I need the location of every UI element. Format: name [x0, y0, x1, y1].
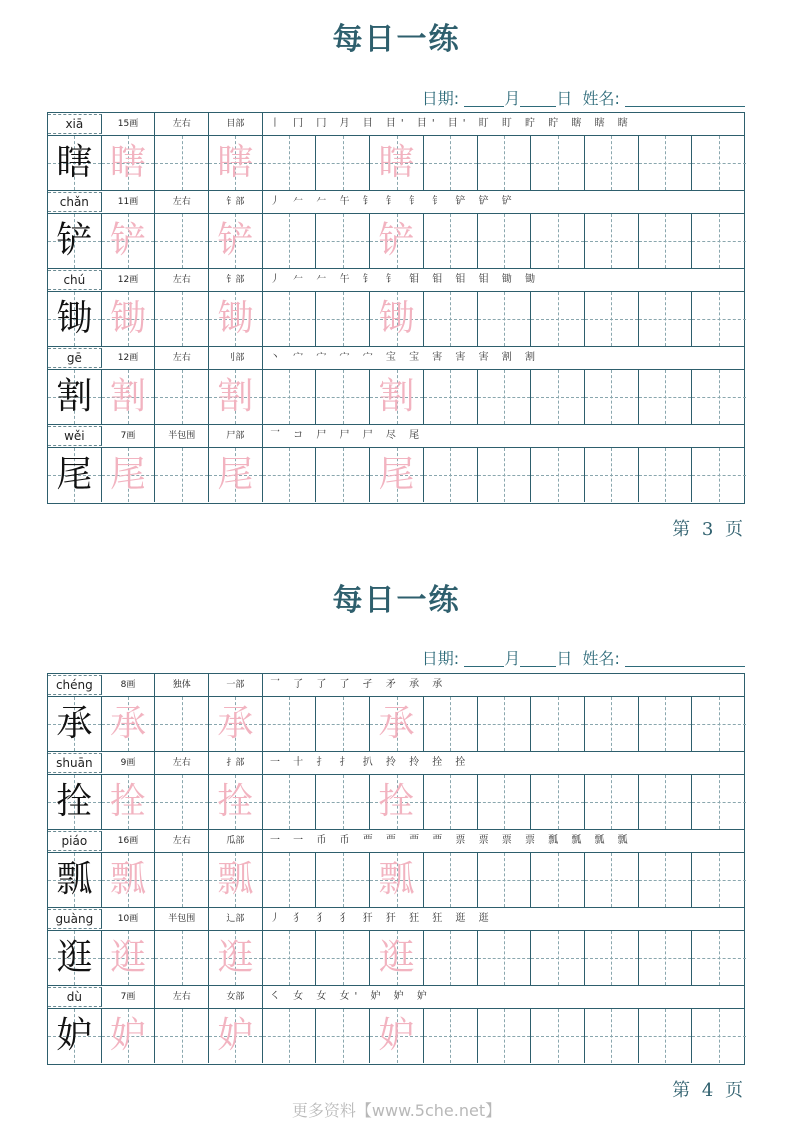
blank-practice-cell[interactable] [478, 1009, 532, 1063]
pinyin-cell: dù [48, 987, 102, 1007]
trace-character-cell[interactable] [102, 853, 156, 907]
character-entry [48, 425, 744, 503]
blank-practice-cell[interactable] [692, 214, 746, 268]
page-number: 第 4 页 [672, 1080, 743, 1101]
blank-practice-cell[interactable] [317, 136, 371, 190]
blank-practice-cell[interactable] [531, 1009, 585, 1063]
blank-practice-cell[interactable] [531, 136, 585, 190]
structure-cell: 左右 [155, 113, 209, 135]
radical-cell: 辶部 [209, 908, 263, 930]
stroke-count-cell: 16画 [102, 830, 156, 852]
stroke-count-cell: 10画 [102, 908, 156, 930]
structure-cell: 半包围 [155, 908, 209, 930]
trace-character: 锄 [378, 298, 415, 339]
blank-practice-cell[interactable] [155, 214, 209, 268]
blank-practice-cell[interactable] [263, 448, 317, 502]
stroke-order-sequence: 一 一 币 币 覀 覀 覀 覀 票 票 票 票 瓢 瓢 瓢 瓢 [270, 835, 633, 846]
blank-practice-cell[interactable] [155, 1009, 209, 1063]
structure-cell: 左右 [155, 191, 209, 213]
trace-character-cell[interactable] [370, 775, 424, 829]
blank-practice-cell[interactable] [155, 292, 209, 346]
trace-character: 尾 [110, 454, 147, 495]
writing-cells-row [48, 370, 744, 425]
blank-practice-cell[interactable] [531, 697, 585, 751]
date-name-line [422, 86, 745, 109]
blank-practice-cell[interactable] [585, 931, 639, 985]
blank-practice-cell[interactable] [155, 448, 209, 502]
blank-practice-cell[interactable] [424, 214, 478, 268]
blank-practice-cell[interactable] [585, 853, 639, 907]
entry-info-row [48, 347, 744, 370]
character-entry [48, 752, 744, 830]
trace-character: 铲 [217, 220, 254, 261]
trace-character: 割 [217, 376, 254, 417]
trace-character-cell[interactable] [209, 931, 263, 985]
blank-practice-cell[interactable] [317, 931, 371, 985]
trace-character-cell[interactable] [370, 214, 424, 268]
blank-practice-cell[interactable] [317, 292, 371, 346]
blank-practice-cell[interactable] [585, 697, 639, 751]
blank-practice-cell[interactable] [692, 1009, 746, 1063]
structure-cell: 左右 [155, 752, 209, 774]
blank-practice-cell[interactable] [639, 775, 693, 829]
trace-character: 逛 [110, 937, 147, 978]
radical-cell: 女部 [209, 986, 263, 1008]
month-blank[interactable] [464, 90, 504, 107]
stroke-order-sequence: 丿 犭 犭 犭 犴 犴 狂 狂 逛 逛 [270, 913, 494, 924]
trace-character-cell[interactable] [370, 853, 424, 907]
blank-practice-cell[interactable] [155, 853, 209, 907]
page-number: 第 3 页 [672, 519, 743, 540]
model-character-cell[interactable] [48, 853, 102, 907]
date-name-line [422, 646, 745, 669]
blank-practice-cell[interactable] [263, 214, 317, 268]
radical-cell: 目部 [209, 113, 263, 135]
blank-practice-cell[interactable] [317, 370, 371, 424]
blank-practice-cell[interactable] [263, 931, 317, 985]
writing-cells-row [48, 775, 744, 830]
blank-practice-cell[interactable] [424, 775, 478, 829]
blank-practice-cell[interactable] [263, 853, 317, 907]
model-character-cell[interactable] [48, 136, 102, 190]
trace-character-cell[interactable] [370, 697, 424, 751]
trace-character-cell[interactable] [370, 370, 424, 424]
model-character-cell[interactable] [48, 1009, 102, 1063]
writing-cells-row [48, 931, 744, 986]
stroke-count-cell: 7画 [102, 425, 156, 447]
trace-character: 铲 [378, 220, 415, 261]
model-character: 瞎 [56, 142, 93, 183]
character-entry [48, 830, 744, 908]
blank-practice-cell[interactable] [531, 448, 585, 502]
pinyin-cell: piáo [48, 831, 102, 851]
trace-character-cell[interactable] [209, 292, 263, 346]
blank-practice-cell[interactable] [692, 136, 746, 190]
blank-practice-cell[interactable] [639, 292, 693, 346]
structure-cell: 半包围 [155, 425, 209, 447]
blank-practice-cell[interactable] [317, 1009, 371, 1063]
trace-character: 铲 [110, 220, 147, 261]
day-blank[interactable] [520, 650, 556, 667]
pinyin-cell: guàng [48, 909, 102, 929]
model-character: 铲 [56, 220, 93, 261]
writing-cells-row [48, 214, 744, 269]
blank-practice-cell[interactable] [639, 214, 693, 268]
character-entry [48, 908, 744, 986]
trace-character: 瓢 [110, 859, 147, 900]
blank-practice-cell[interactable] [424, 136, 478, 190]
trace-character: 锄 [110, 298, 147, 339]
stroke-count-cell: 8画 [102, 674, 156, 696]
blank-practice-cell[interactable] [692, 370, 746, 424]
stroke-order-sequence: 乛 コ 尸 尸 尸 尽 尾 [270, 430, 425, 441]
blank-practice-cell[interactable] [585, 136, 639, 190]
entry-info-row [48, 830, 744, 853]
blank-practice-cell[interactable] [585, 370, 639, 424]
radical-cell: 扌部 [209, 752, 263, 774]
pinyin-cell: wěi [48, 426, 102, 446]
practice-grid [47, 673, 745, 1065]
trace-character: 逛 [378, 937, 415, 978]
blank-practice-cell[interactable] [155, 697, 209, 751]
character-entry [48, 113, 744, 191]
blank-practice-cell[interactable] [263, 1009, 317, 1063]
blank-practice-cell[interactable] [424, 853, 478, 907]
blank-practice-cell[interactable] [424, 292, 478, 346]
pinyin-cell: chú [48, 270, 102, 290]
stroke-count-cell: 15画 [102, 113, 156, 135]
radical-cell: 钅部 [209, 191, 263, 213]
trace-character-cell[interactable] [209, 1009, 263, 1063]
trace-character: 尾 [378, 454, 415, 495]
model-character: 尾 [56, 454, 93, 495]
day-blank[interactable] [520, 90, 556, 107]
blank-practice-cell[interactable] [585, 292, 639, 346]
radical-cell: 尸部 [209, 425, 263, 447]
blank-practice-cell[interactable] [692, 775, 746, 829]
trace-character-cell[interactable] [102, 775, 156, 829]
blank-practice-cell[interactable] [317, 853, 371, 907]
blank-practice-cell[interactable] [155, 370, 209, 424]
model-character: 承 [56, 703, 93, 744]
entry-info-row [48, 674, 744, 697]
blank-practice-cell[interactable] [424, 931, 478, 985]
model-character: 妒 [56, 1015, 93, 1056]
blank-practice-cell[interactable] [585, 448, 639, 502]
trace-character: 承 [378, 703, 415, 744]
blank-practice-cell[interactable] [155, 931, 209, 985]
trace-character-cell[interactable] [209, 697, 263, 751]
model-character-cell[interactable] [48, 370, 102, 424]
trace-character-cell[interactable] [102, 697, 156, 751]
radical-cell: 一部 [209, 674, 263, 696]
model-character: 锄 [56, 298, 93, 339]
name-label: 姓名: [582, 649, 620, 668]
blank-practice-cell[interactable] [639, 136, 693, 190]
pinyin-cell: gē [48, 348, 102, 368]
blank-practice-cell[interactable] [585, 1009, 639, 1063]
blank-practice-cell[interactable] [155, 775, 209, 829]
character-entry [48, 347, 744, 425]
trace-character: 瓢 [217, 859, 254, 900]
trace-character: 割 [110, 376, 147, 417]
pinyin-cell: xiā [48, 114, 102, 134]
date-label: 日期: [421, 89, 460, 108]
trace-character-cell[interactable] [370, 1009, 424, 1063]
blank-practice-cell[interactable] [317, 214, 371, 268]
trace-character: 瞎 [378, 142, 415, 183]
blank-practice-cell[interactable] [263, 136, 317, 190]
writing-cells-row [48, 136, 744, 191]
blank-practice-cell[interactable] [531, 292, 585, 346]
character-entry [48, 269, 744, 347]
trace-character: 拴 [110, 781, 147, 822]
blank-practice-cell[interactable] [639, 448, 693, 502]
trace-character: 承 [217, 703, 254, 744]
stroke-order-sequence: 丿 𠂉 𠂉 午 钅 钅 钅 钅 铲 铲 铲 [270, 196, 517, 207]
trace-character: 割 [378, 376, 415, 417]
radical-cell: 刂部 [209, 347, 263, 369]
trace-character: 瞎 [217, 142, 254, 183]
day-label: 日 [556, 649, 573, 668]
trace-character: 拴 [378, 781, 415, 822]
blank-practice-cell[interactable] [424, 1009, 478, 1063]
structure-cell: 独体 [155, 674, 209, 696]
blank-practice-cell[interactable] [424, 697, 478, 751]
blank-practice-cell[interactable] [478, 214, 532, 268]
model-character-cell[interactable] [48, 448, 102, 502]
model-character-cell[interactable] [48, 214, 102, 268]
model-character-cell[interactable] [48, 697, 102, 751]
blank-practice-cell[interactable] [692, 448, 746, 502]
blank-practice-cell[interactable] [531, 931, 585, 985]
entry-info-row [48, 269, 744, 292]
writing-cells-row [48, 697, 744, 752]
trace-character-cell[interactable] [209, 775, 263, 829]
entry-info-row [48, 986, 744, 1009]
trace-character-cell[interactable] [209, 448, 263, 502]
blank-practice-cell[interactable] [692, 292, 746, 346]
stroke-order-sequence: 乛 了 了 了 孑 矛 承 承 [270, 679, 448, 690]
blank-practice-cell[interactable] [263, 292, 317, 346]
stroke-order-sequence: 丶 宀 宀 宀 宀 宝 宝 害 害 害 割 割 [270, 352, 540, 363]
practice-grid [47, 112, 745, 504]
blank-practice-cell[interactable] [585, 214, 639, 268]
stroke-order-sequence: ㇛ 女 女 女' 妒 妒 妒 [270, 991, 432, 1002]
trace-character-cell[interactable] [209, 214, 263, 268]
stroke-count-cell: 9画 [102, 752, 156, 774]
blank-practice-cell[interactable] [639, 370, 693, 424]
name-blank[interactable] [625, 650, 745, 667]
stroke-count-cell: 12画 [102, 347, 156, 369]
radical-cell: 钅部 [209, 269, 263, 291]
month-label: 月 [504, 649, 521, 668]
pinyin-cell: chǎn [48, 192, 102, 212]
blank-practice-cell[interactable] [531, 370, 585, 424]
blank-practice-cell[interactable] [478, 292, 532, 346]
radical-cell: 瓜部 [209, 830, 263, 852]
trace-character-cell[interactable] [102, 370, 156, 424]
blank-practice-cell[interactable] [317, 448, 371, 502]
entry-info-row [48, 425, 744, 448]
page-title: 每日一练 [332, 583, 461, 618]
structure-cell: 左右 [155, 986, 209, 1008]
blank-practice-cell[interactable] [263, 697, 317, 751]
model-character-cell[interactable] [48, 292, 102, 346]
entry-info-row [48, 191, 744, 214]
writing-cells-row [48, 853, 744, 908]
trace-character-cell[interactable] [102, 214, 156, 268]
trace-character-cell[interactable] [209, 853, 263, 907]
model-character: 瓢 [56, 859, 93, 900]
writing-cells-row [48, 292, 744, 347]
month-blank[interactable] [464, 650, 504, 667]
blank-practice-cell[interactable] [531, 214, 585, 268]
stroke-count-cell: 7画 [102, 986, 156, 1008]
blank-practice-cell[interactable] [478, 931, 532, 985]
blank-practice-cell[interactable] [478, 775, 532, 829]
model-character-cell[interactable] [48, 775, 102, 829]
blank-practice-cell[interactable] [478, 697, 532, 751]
blank-practice-cell[interactable] [639, 853, 693, 907]
trace-character-cell[interactable] [370, 136, 424, 190]
pinyin-cell: shuān [48, 753, 102, 773]
character-entry [48, 674, 744, 752]
blank-practice-cell[interactable] [478, 370, 532, 424]
day-label: 日 [556, 89, 573, 108]
character-entry [48, 986, 744, 1064]
stroke-count-cell: 11画 [102, 191, 156, 213]
writing-cells-row [48, 1009, 744, 1064]
blank-practice-cell[interactable] [424, 370, 478, 424]
page-title: 每日一练 [332, 22, 461, 57]
name-label: 姓名: [582, 89, 620, 108]
character-entry [48, 191, 744, 269]
blank-practice-cell[interactable] [478, 853, 532, 907]
month-label: 月 [504, 89, 521, 108]
blank-practice-cell[interactable] [424, 448, 478, 502]
blank-practice-cell[interactable] [692, 697, 746, 751]
trace-character: 锄 [217, 298, 254, 339]
trace-character: 拴 [217, 781, 254, 822]
trace-character: 尾 [217, 454, 254, 495]
name-blank[interactable] [625, 90, 745, 107]
trace-character-cell[interactable] [370, 448, 424, 502]
model-character: 拴 [56, 781, 93, 822]
entry-info-row [48, 113, 744, 136]
blank-practice-cell[interactable] [639, 697, 693, 751]
model-character: 割 [56, 376, 93, 417]
trace-character: 妒 [378, 1015, 415, 1056]
trace-character-cell[interactable] [102, 1009, 156, 1063]
trace-character-cell[interactable] [102, 292, 156, 346]
footer-text: 更多资料【www.5che.net】 [291, 1101, 502, 1120]
trace-character-cell[interactable] [102, 931, 156, 985]
trace-character: 瓢 [378, 859, 415, 900]
trace-character: 妒 [110, 1015, 147, 1056]
trace-character: 妒 [217, 1015, 254, 1056]
blank-practice-cell[interactable] [478, 136, 532, 190]
model-character: 逛 [56, 937, 93, 978]
blank-practice-cell[interactable] [585, 775, 639, 829]
blank-practice-cell[interactable] [639, 931, 693, 985]
entry-info-row [48, 752, 744, 775]
structure-cell: 左右 [155, 347, 209, 369]
trace-character-cell[interactable] [209, 370, 263, 424]
stroke-order-sequence: 丿 𠂉 𠂉 午 钅 钅 钼 钼 钼 钼 锄 锄 [270, 274, 540, 285]
blank-practice-cell[interactable] [317, 775, 371, 829]
trace-character: 承 [110, 703, 147, 744]
trace-character-cell[interactable] [209, 136, 263, 190]
trace-character: 瞎 [110, 142, 147, 183]
blank-practice-cell[interactable] [531, 853, 585, 907]
model-character-cell[interactable] [48, 931, 102, 985]
structure-cell: 左右 [155, 830, 209, 852]
trace-character-cell[interactable] [102, 136, 156, 190]
blank-practice-cell[interactable] [155, 136, 209, 190]
trace-character-cell[interactable] [370, 292, 424, 346]
blank-practice-cell[interactable] [639, 1009, 693, 1063]
date-label: 日期: [421, 649, 460, 668]
blank-practice-cell[interactable] [263, 775, 317, 829]
stroke-order-sequence: 一 十 扌 扌 扒 拎 拎 拴 拴 [270, 757, 471, 768]
entry-info-row [48, 908, 744, 931]
structure-cell: 左右 [155, 269, 209, 291]
writing-cells-row [48, 448, 744, 503]
trace-character: 逛 [217, 937, 254, 978]
blank-practice-cell[interactable] [692, 931, 746, 985]
blank-practice-cell[interactable] [263, 370, 317, 424]
pinyin-cell: chéng [48, 675, 102, 695]
trace-character-cell[interactable] [370, 931, 424, 985]
blank-practice-cell[interactable] [478, 448, 532, 502]
blank-practice-cell[interactable] [531, 775, 585, 829]
trace-character-cell[interactable] [102, 448, 156, 502]
stroke-order-sequence: 丨 冂 冂 月 目 目' 目' 目' 盯 盯 眝 眝 瞎 瞎 瞎 [270, 118, 633, 129]
blank-practice-cell[interactable] [692, 853, 746, 907]
stroke-count-cell: 12画 [102, 269, 156, 291]
blank-practice-cell[interactable] [317, 697, 371, 751]
